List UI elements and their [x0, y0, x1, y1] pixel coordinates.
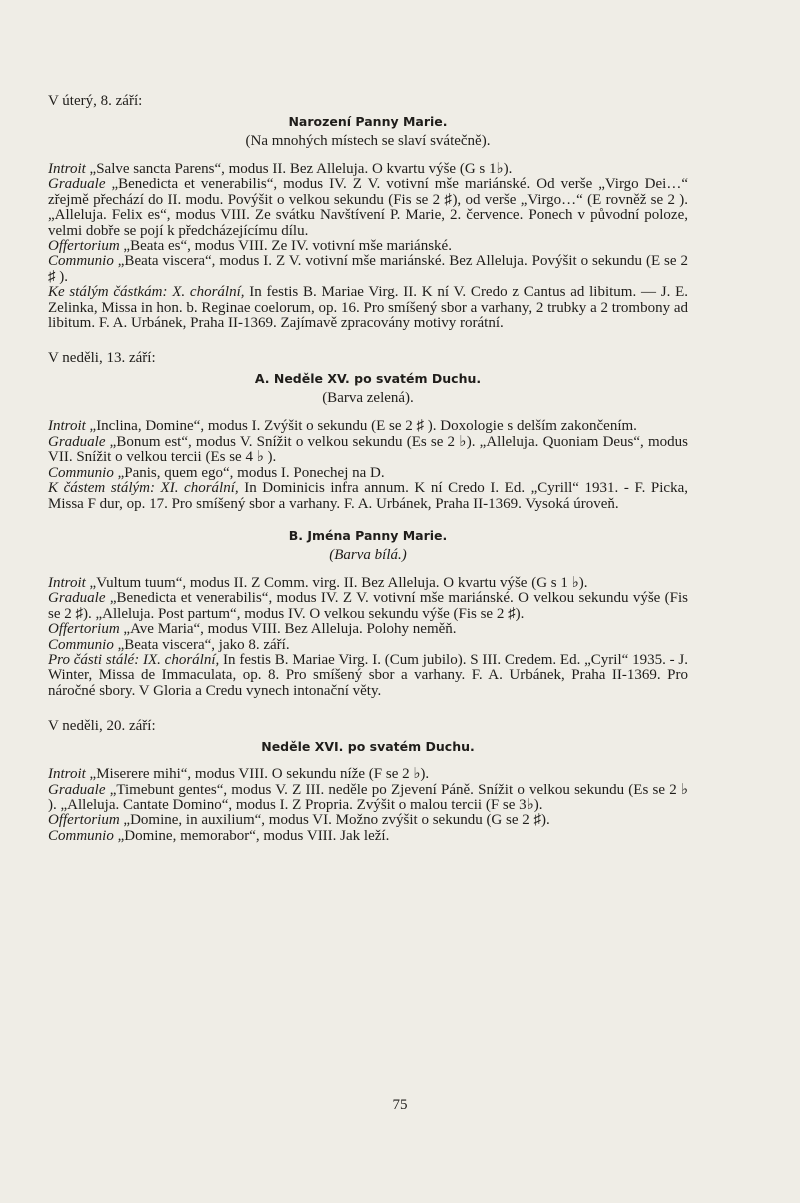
- chant-label: K částem stálým: XI. chorální,: [48, 480, 239, 497]
- chant-label: Offertorium: [48, 621, 120, 638]
- day-heading: V neděli, 20. září:: [48, 718, 156, 735]
- feast-title: A. Neděle XV. po svatém Duchu.: [254, 371, 482, 387]
- feast-title: Neděle XVI. po svatém Duchu.: [261, 739, 475, 755]
- chant-text: „Benedicta et venerabilis“, modus IV. Z V. votivní mše mariánské. O velkou sekundu výše (Fis se 2 ♯). „Alleluja. Post partum“, modus IV. O velkou sekundu výše (Fis se 2 ♯).: [48, 590, 688, 622]
- chant-text: „Domine, in auxilium“, modus VI. Možno zvýšit o sekundu (G se 2 ♯).: [119, 812, 550, 829]
- day-heading: V úterý, 8. září:: [48, 93, 143, 109]
- liturgical-note: (Na mnohých místech se slaví svátečně).: [245, 133, 491, 149]
- liturgical-note: (Barva zelená).: [322, 390, 414, 407]
- chant-paragraph: [48, 254, 688, 285]
- chant-paragraph: [48, 239, 688, 254]
- chant-paragraph: [48, 576, 688, 591]
- chant-paragraph: [48, 285, 688, 331]
- chant-text: „Panis, quem ego“, modus I. Ponechej na D.: [113, 464, 385, 481]
- chant-label: Pro části stálé: IX. chorální,: [48, 651, 220, 668]
- chant-text: „Benedicta et venerabilis“, modus IV. Z V. votivní mše mariánské. Od verše „Virgo Dei…“ zřejmě přechází do II. modu. Povýšit o velkou sekundu (Fis se 2 ♯), od verše „Virgo…“ (E rovněž se 2 ). „Alleluja. Felix es“, modus VIII. Ze svátku Navštívení P. Marie, 2. července. Ponech v původní poloze, velmi dobře se pojí k předcházejícímu dílu.: [48, 176, 688, 239]
- page-number: 75: [392, 1097, 408, 1113]
- chant-paragraph: [48, 419, 688, 434]
- chant-label: Graduale: [48, 433, 106, 450]
- chant-paragraph: [48, 481, 688, 512]
- chant-text: „Miserere mihi“, modus VIII. O sekundu níže (F se 2 ♭).: [85, 766, 430, 783]
- chant-text: „Bonum est“, modus V. Snížit o velkou sekundu (Es se 2 ♭). „Alleluja. Quoniam Deus“, modus VII. Snížit o velkou tercii (Es se 4 ♭ ).: [48, 433, 688, 466]
- chant-label: Offertorium: [48, 812, 120, 829]
- chant-paragraph: [48, 829, 688, 844]
- chant-label: Introit: [48, 418, 86, 435]
- chant-paragraph: [48, 162, 688, 177]
- chant-label: Introit: [48, 766, 86, 783]
- chant-text: „Beata es“, modus VIII. Ze IV. votivní mše mariánské.: [119, 238, 452, 255]
- day-section: [48, 717, 688, 844]
- chant-text: „Salve sancta Parens“, modus II. Bez Alleluja. O kvartu výše (G s 1♭).: [85, 161, 513, 177]
- chant-label: Communio: [48, 827, 114, 844]
- chant-text: „Domine, memorabor“, modus VIII. Jak leží.: [113, 827, 390, 844]
- chant-text: „Timebunt gentes“, modus V. Z III. neděle po Zjevení Páně. Snížit o velkou sekundu (Es se 2 ♭ ). „Alleluja. Cantate Domino“, modus I. Z Propria. Zvýšit o malou tercii (F se 3♭).: [48, 781, 688, 813]
- chant-label: Offertorium: [48, 238, 120, 255]
- page-content: [48, 92, 688, 844]
- chant-paragraph: [48, 622, 688, 637]
- chant-text: In festis B. Mariae Virg. I. (Cum jubilo). S III. Credem. Ed. „Cyril“ 1935. - J. Winter, Missa de Immaculata, op. 8. Pro smíšený sbor a varhany. F. A. Urbánek, Praha II-1369. Pro náročné sbory. V Gloria a Credu vynech intonační věty.: [48, 651, 688, 699]
- chant-text: „Beata viscera“, modus I. Z V. votivní mše mariánské. Bez Alleluja. Povýšit o sekundu (E se 2 ♯ ).: [48, 253, 688, 285]
- chant-text: In festis B. Mariae Virg. II. K ní V. Credo z Cantus ad libitum. — J. E. Zelinka, Missa in hon. b. Reginae coelorum, op. 16. Pro smíšený sbor a varhany, 2 trubky a 2 trombony ad libitum. F. A. Urbánek, Praha II-1369. Zajímavě zpracovány motivy rorátní.: [48, 284, 688, 332]
- chant-paragraph: [48, 638, 688, 653]
- chant-label: Introit: [48, 574, 86, 591]
- chant-label: Communio: [48, 464, 114, 481]
- chant-paragraph: [48, 767, 688, 782]
- chant-paragraph: [48, 653, 688, 699]
- day-section: [48, 92, 688, 331]
- chant-label: Graduale: [48, 781, 106, 798]
- feast-title: B. Jména Panny Marie.: [288, 527, 448, 543]
- chant-paragraph: [48, 435, 688, 466]
- chant-paragraph: [48, 591, 688, 622]
- liturgical-note: (Barva bílá.): [329, 546, 407, 563]
- chant-label: Graduale: [48, 590, 106, 607]
- chant-label: Graduale: [48, 176, 106, 193]
- chant-text: „Ave Maria“, modus VIII. Bez Alleluja. Polohy neměň.: [119, 621, 457, 638]
- feast-title: Narození Panny Marie.: [288, 114, 448, 129]
- day-section: [48, 349, 688, 699]
- chant-label: Communio: [48, 253, 114, 270]
- chant-paragraph: [48, 783, 688, 814]
- chant-label: Communio: [48, 636, 114, 653]
- chant-label: Ke stálým částkám: X. chorální,: [48, 284, 245, 301]
- chant-text: „Inclina, Domine“, modus I. Zvýšit o sekundu (E se 2 ♯ ). Doxologie s delším zakončením.: [85, 418, 637, 435]
- chant-paragraph: [48, 466, 688, 481]
- chant-text: In Dominicis infra annum. K ní Credo I. Ed. „Cyrill“ 1931. - F. Picka, Missa F dur, op. 17. Pro smíšený sbor a varhany. F. A. Urbánek, Praha II-1369. Vysoká úroveň.: [48, 480, 688, 512]
- chant-label: Introit: [48, 161, 86, 177]
- chant-paragraph: [48, 813, 688, 828]
- day-heading: V neděli, 13. září:: [48, 350, 156, 367]
- chant-paragraph: [48, 177, 688, 239]
- chant-text: „Vultum tuum“, modus II. Z Comm. virg. II. Bez Alleluja. O kvartu výše (G s 1 ♭).: [85, 574, 588, 591]
- chant-text: „Beata viscera“, jako 8. září.: [113, 636, 290, 653]
